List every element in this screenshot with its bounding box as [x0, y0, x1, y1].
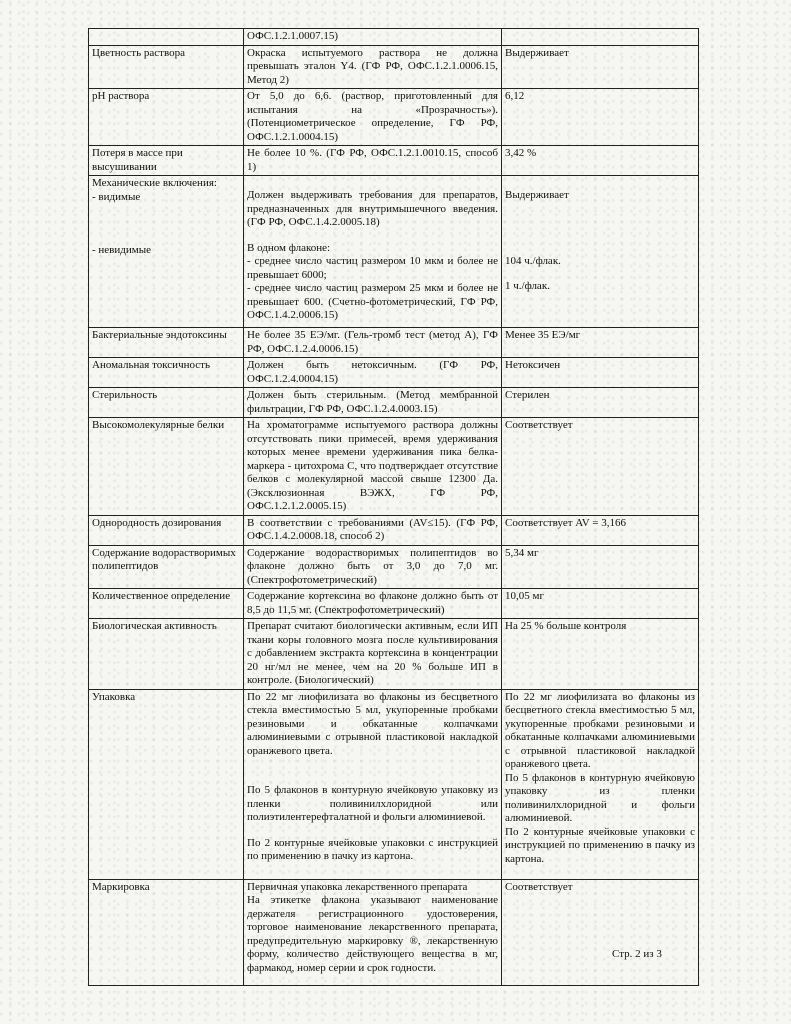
table-row	[89, 89, 699, 146]
indicator-sublabel: - невидимые	[92, 244, 151, 256]
result-text: 104 ч./флак.	[505, 254, 561, 267]
indicator-cell: Высокомолекулярные белки	[89, 418, 244, 516]
result-cell: Стерилен	[502, 388, 699, 418]
result-text: 1 ч./флак.	[505, 280, 550, 292]
page-number: Стр. 2 из 3	[612, 948, 662, 960]
specification-table	[88, 28, 699, 986]
result-cell: На 25 % больше контроля	[502, 619, 699, 690]
table-row	[89, 515, 699, 545]
requirement-text: В одном флаконе:	[247, 241, 331, 254]
table-row	[89, 545, 699, 589]
requirement-cell: Должен быть нетоксичным. (ГФ РФ, ОФС.1.2.4.0004.15)	[244, 358, 502, 388]
indicator-cell: Маркировка	[89, 879, 244, 985]
result-cell: Нетоксичен	[502, 358, 699, 388]
requirement-text: На этикетке флакона указывают наименование держателя регистрационного удостоверения, торговое наименование лекарственного препарата, предупредительную маркировку ®, лекарственную форму, количество действующего вещества в мг, фармакод, номер серии и срок годности.	[247, 894, 498, 974]
table-row	[89, 388, 699, 418]
requirement-text: По 22 мг лиофилизата во флаконы из бесцветного стекла вместимостью 5 мл, укупоренные пробками резиновыми и обкатанные колпачками алюминиевыми с отрывной пластиковой накладкой оранжевого цвета.	[247, 690, 498, 757]
table-row	[89, 589, 699, 619]
indicator-cell: Стерильность	[89, 388, 244, 418]
requirement-text: Первичная упаковка лекарственного препарата	[247, 880, 468, 893]
requirement-cell	[244, 689, 502, 879]
requirement-text: Должен выдерживать требования для препаратов, предназначенных для внутримышечного введения. (ГФ РФ, ОФС.1.4.2.0005.18)	[247, 189, 498, 228]
indicator-cell	[89, 29, 244, 46]
result-text: Выдерживает	[505, 189, 569, 201]
indicator-cell: Упаковка	[89, 689, 244, 879]
table-row	[89, 29, 699, 46]
requirement-cell	[244, 879, 502, 985]
requirement-cell: В соответствии с требованиями (AV≤15). (ГФ РФ, ОФС.1.4.2.0008.18, способ 2)	[244, 515, 502, 545]
requirement-cell: Должен быть стерильным. (Метод мембранной фильтрации, ГФ РФ, ОФС.1.2.4.0003.15)	[244, 388, 502, 418]
requirement-text: По 2 контурные ячейковые упаковки с инструкцией по применению в пачку из картона.	[247, 836, 498, 862]
table-row	[89, 418, 699, 516]
result-cell: 6,12	[502, 89, 699, 146]
result-cell: 10,05 мг	[502, 589, 699, 619]
table-row	[89, 689, 699, 879]
indicator-cell: Потеря в массе при высушивании	[89, 146, 244, 176]
table-row	[89, 45, 699, 89]
result-cell: Менее 35 ЕЭ/мг	[502, 328, 699, 358]
requirement-cell: На хроматограмме испытуемого раствора должны отсутствовать пики примесей, время удерживания которых менее времени удерживания пика белка-маркера - цитохрома С, что подтверждает отсутствие белков с молекулярной массой свыше 12300 Да. (Эксклюзионная ВЭЖХ, ГФ РФ, ОФС.1.2.1.2.0005.15)	[244, 418, 502, 516]
requirement-text: - среднее число частиц размером 10 мкм и более не превышает 6000;	[247, 255, 498, 281]
requirement-text: По 5 флаконов в контурную ячейковую упаковку из пленки поливинилхлоридной или полиэтилентерефталатной и фольги алюминиевой.	[247, 784, 498, 823]
indicator-cell: Количественное определение	[89, 589, 244, 619]
result-text: По 5 флаконов в контурную ячейковую упаковку из пленки поливинилхлоридной и фольги алюминиевой.	[505, 771, 695, 824]
result-cell: 3,42 %	[502, 146, 699, 176]
requirement-cell: От 5,0 до 6,6. (раствор, приготовленный для испытания на «Прозрачность»). (Потенциометрическое определение, ГФ РФ, ОФС.1.2.1.0004.15)	[244, 89, 502, 146]
indicator-cell: Аномальная токсичность	[89, 358, 244, 388]
indicator-cell: Содержание водорастворимых полипептидов	[89, 545, 244, 589]
indicator-cell: Однородность дозирования	[89, 515, 244, 545]
table-row	[89, 879, 699, 985]
indicator-cell: рН раствора	[89, 89, 244, 146]
indicator-cell: Биологическая активность	[89, 619, 244, 690]
indicator-label: Механические включения:	[92, 177, 217, 189]
table-row	[89, 176, 699, 328]
requirement-text: - среднее число частиц размером 25 мкм и более не превышает 600. (Счетно-фотометрический, ГФ РФ, ОФС.1.4.2.0006.15)	[247, 282, 498, 321]
requirement-cell: ОФС.1.2.1.0007.15)	[244, 29, 502, 46]
requirement-cell: Содержание водорастворимых полипептидов во флаконе должно быть от 3,0 до 7,0 мг. (Спектрофотометрический)	[244, 545, 502, 589]
result-text: По 2 контурные ячейковые упаковки с инструкцией по применению в пачку из картона.	[505, 825, 695, 865]
table-row	[89, 146, 699, 176]
table-row	[89, 619, 699, 690]
requirement-cell: Препарат считают биологически активным, если ИП ткани коры головного мозга после культивирования с добавлением экстракта кортексина в концентрации 20 нг/мл не менее, чем на 20 % больше ИП в контроле. (Биологический)	[244, 619, 502, 690]
indicator-cell: Цветность раствора	[89, 45, 244, 89]
requirement-cell	[244, 176, 502, 328]
result-cell: 5,34 мг	[502, 545, 699, 589]
result-cell: Выдерживает	[502, 45, 699, 89]
requirement-cell: Не более 10 %. (ГФ РФ, ОФС.1.2.1.0010.15, способ 1)	[244, 146, 502, 176]
result-cell	[502, 29, 699, 46]
requirement-cell: Содержание кортексина во флаконе должно быть от 8,5 до 11,5 мг. (Спектрофотометрический)	[244, 589, 502, 619]
result-cell	[502, 689, 699, 879]
result-cell: Соответствует	[502, 418, 699, 516]
table-row	[89, 328, 699, 358]
requirement-cell: Окраска испытуемого раствора не должна превышать эталон Y4. (ГФ РФ, ОФС.1.2.1.0006.15, Метод 2)	[244, 45, 502, 89]
indicator-sublabel: - видимые	[92, 190, 141, 203]
indicator-cell	[89, 176, 244, 328]
result-cell: Соответствует AV = 3,166	[502, 515, 699, 545]
result-cell	[502, 176, 699, 328]
requirement-cell: Не более 35 ЕЭ/мг. (Гель-тромб тест (метод А), ГФ РФ, ОФС.1.2.4.0006.15)	[244, 328, 502, 358]
result-text: По 22 мг лиофилизата во флаконы из бесцветного стекла вместимостью 5 мл, укупоренные пробками резиновыми и обкатанные колпачками алюминиевыми с отрывной пластиковой накладкой оранжевого цвета.	[505, 690, 695, 770]
result-cell: Соответствует	[502, 879, 699, 985]
indicator-cell: Бактериальные эндотоксины	[89, 328, 244, 358]
table-row	[89, 358, 699, 388]
